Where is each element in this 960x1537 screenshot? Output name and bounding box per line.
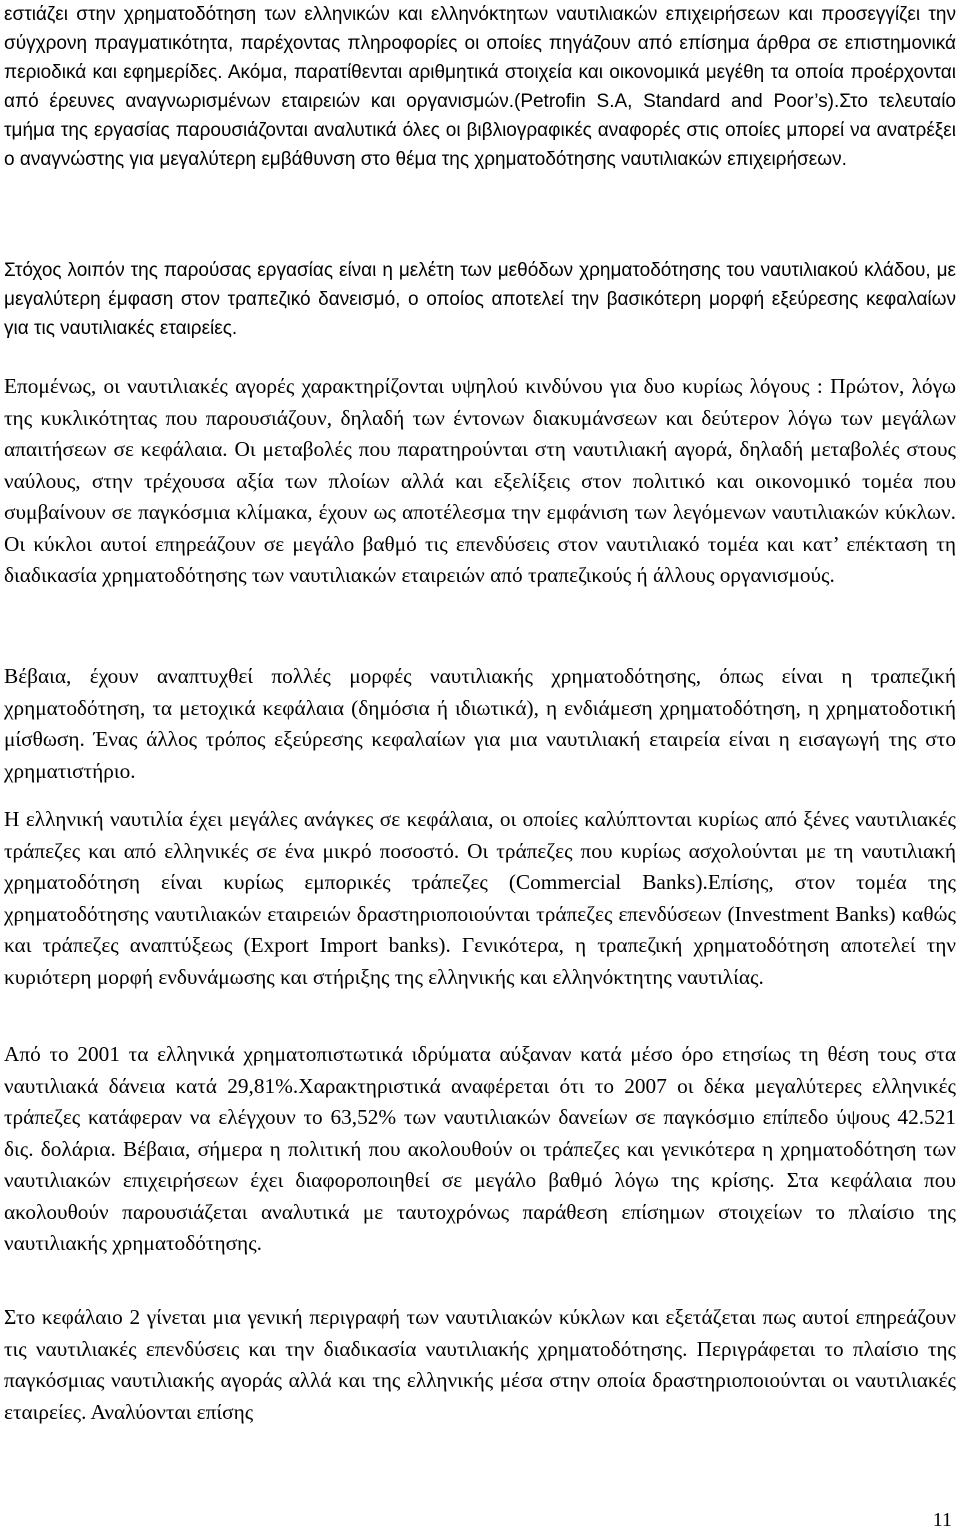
paragraph-financing-forms: Βέβαια, έχουν αναπτυχθεί πολλές μορφές ναυτιλιακής χρηματοδότησης, όπως είναι η τραπεζική χρηματοδότηση, τα μετοχικά κεφάλαια (δημόσια ή ιδιωτικά), η ενδιάμεση χρηματοδότηση, η χρηματοδοτική μίσθωση. Ένας άλλος τρόπος εξεύρεσης κεφαλαίων για μια ναυτιλιακή εταιρεία είναι η εισαγωγή της στο χρηματιστήριο. <box>4 664 956 783</box>
paragraph-market-risk: Επομένως, οι ναυτιλιακές αγορές χαρακτηρίζονται υψηλού κινδύνου για δυο κυρίως λόγους : Πρώτον, λόγω της κυκλικότητας που παρουσιάζουν, δηλαδή των έντονων διακυμάνσεων και δεύτερον λόγω των μεγάλων απαιτήσεων σε κεφάλαια. Οι μεταβολές που παρατηρούνται στη ναυτιλιακή αγορά, δηλαδή μεταβολές στους ναύλους, στην τρέχουσα αξία των πλοίων αλλά και εξελίξεις στον πολιτικό και οικονομικό τομέα που συμβαίνουν σε παγκόσμια κλίμακα, έχουν ως αποτέλεσμα την εμφάνιση των λεγόμενων ναυτιλιακών κύκλων. Οι κύκλοι αυτοί επηρεάζουν σε μεγάλο βαθμό τις επενδύσεις στον ναυτιλιακό τομέα και κατ’ επέκταση τη διαδικασία χρηματοδότησης των ναυτιλιακών εταιρειών από τραπεζικούς ή άλλους οργανισμούς. <box>4 374 956 587</box>
page-number: 11 <box>932 1509 952 1531</box>
paragraph-greek-shipping-banks: Η ελληνική ναυτιλία έχει μεγάλες ανάγκες σε κεφάλαια, οι οποίες καλύπτονται κυρίως από ξένες ναυτιλιακές τράπεζες και από ελληνικές σε ένα μικρό ποσοστό. Οι τράπεζες που κυρίως ασχολούνται με τη ναυτιλιακή χρηματοδότηση είναι κυρίως εμπορικές τράπεζες (Commercial Banks).Επίσης, στον τομέα της χρηματοδότησης ναυτιλιακών εταιρειών δραστηριοποιούνται τράπεζες επενδύσεων (Investment Banks) καθώς και τράπεζες αναπτύξεως (Export Import banks). Γενικότερα, η τραπεζική χρηματοδότηση αποτελεί την κυριότερη μορφή ενδυνάμωσης και στήριξης της ελληνικής και ελληνόκτητης ναυτιλίας. <box>4 807 956 989</box>
paragraph-intro-scope: εστιάζει στην χρηματοδότηση των ελληνικών και ελληνόκτητων ναυτιλιακών επιχειρήσεων και προσεγγίζει την σύγχρονη πραγματικότητα, παρέχοντας πληροφορίες οι οποίες πηγάζουν από επίσημα άρθρα σε επιστημονικά περιοδικά και εφημερίδες. Ακόμα, παρατίθενται αριθμητικά στοιχεία και οικονομικά μεγέθη τα οποία προέρχονται από έρευνες αναγνωρισμένων εταιρειών και οργανισμών.(Petrofin S.A, Standard and Poor’s).Στο τελευταίο τμήμα της εργασίας παρουσιάζονται αναλυτικά όλες οι βιβλιογραφικές αναφορές στις οποίες μπορεί να ανατρέξει ο αναγνώστης για μεγαλύτερη εμβάθυνση στο θέμα της χρηματοδότησης ναυτιλιακών επιχειρήσεων. <box>4 4 956 170</box>
paragraph-objective: Στόχος λοιπόν της παρούσας εργασίας είναι η μελέτη των μεθόδων χρηματοδότησης του ναυτιλιακού κλάδου, με μεγαλύτερη έμφαση στον τραπεζικό δανεισμό, ο οποίος αποτελεί την βασικότερη μορφή εξεύρεσης κεφαλαίων για τις ναυτιλιακές εταιρείες. <box>4 260 956 339</box>
paragraph-chapter-two: Στο κεφάλαιο 2 γίνεται μια γενική περιγραφή των ναυτιλιακών κύκλων και εξετάζεται πως αυτοί επηρεάζουν τις ναυτιλιακές επενδύσεις και την διαδικασία ναυτιλιακής χρηματοδότησης. Περιγράφεται το πλαίσιο της παγκόσμιας ναυτιλιακής αγοράς αλλά και της ελληνικής μέσα στην οποία δραστηριοποιούνται οι ναυτιλιακές εταιρείες. Αναλύονται επίσης <box>4 1305 956 1424</box>
paragraph-greek-bank-statistics: Από το 2001 τα ελληνικά χρηματοπιστωτικά ιδρύματα αύξαναν κατά μέσο όρο ετησίως τη θέση τους στα ναυτιλιακά δάνεια κατά 29,81%.Χαρακτηριστικά αναφέρεται ότι το 2007 οι δέκα μεγαλύτερες ελληνικές τράπεζες κατάφεραν να ελέγχουν το 63,52% των ναυτιλιακών δανείων σε παγκόσμιο επίπεδο ύψους 42.521 δις. δολάρια. Βέβαια, σήμερα η πολιτική που ακολουθούν οι τράπεζες και γενικότερα η χρηματοδότηση των ναυτιλιακών επιχειρήσεων έχει διαφοροποιηθεί σε μεγάλο βαθμό λόγω της κρίσης. Στα κεφάλαια που ακολουθούν παρουσιάζεται αναλυτικά με ταυτοχρόνως παράθεση επίσημων στοιχείων το πλαίσιο της ναυτιλιακής χρηματοδότησης. <box>4 1042 956 1255</box>
